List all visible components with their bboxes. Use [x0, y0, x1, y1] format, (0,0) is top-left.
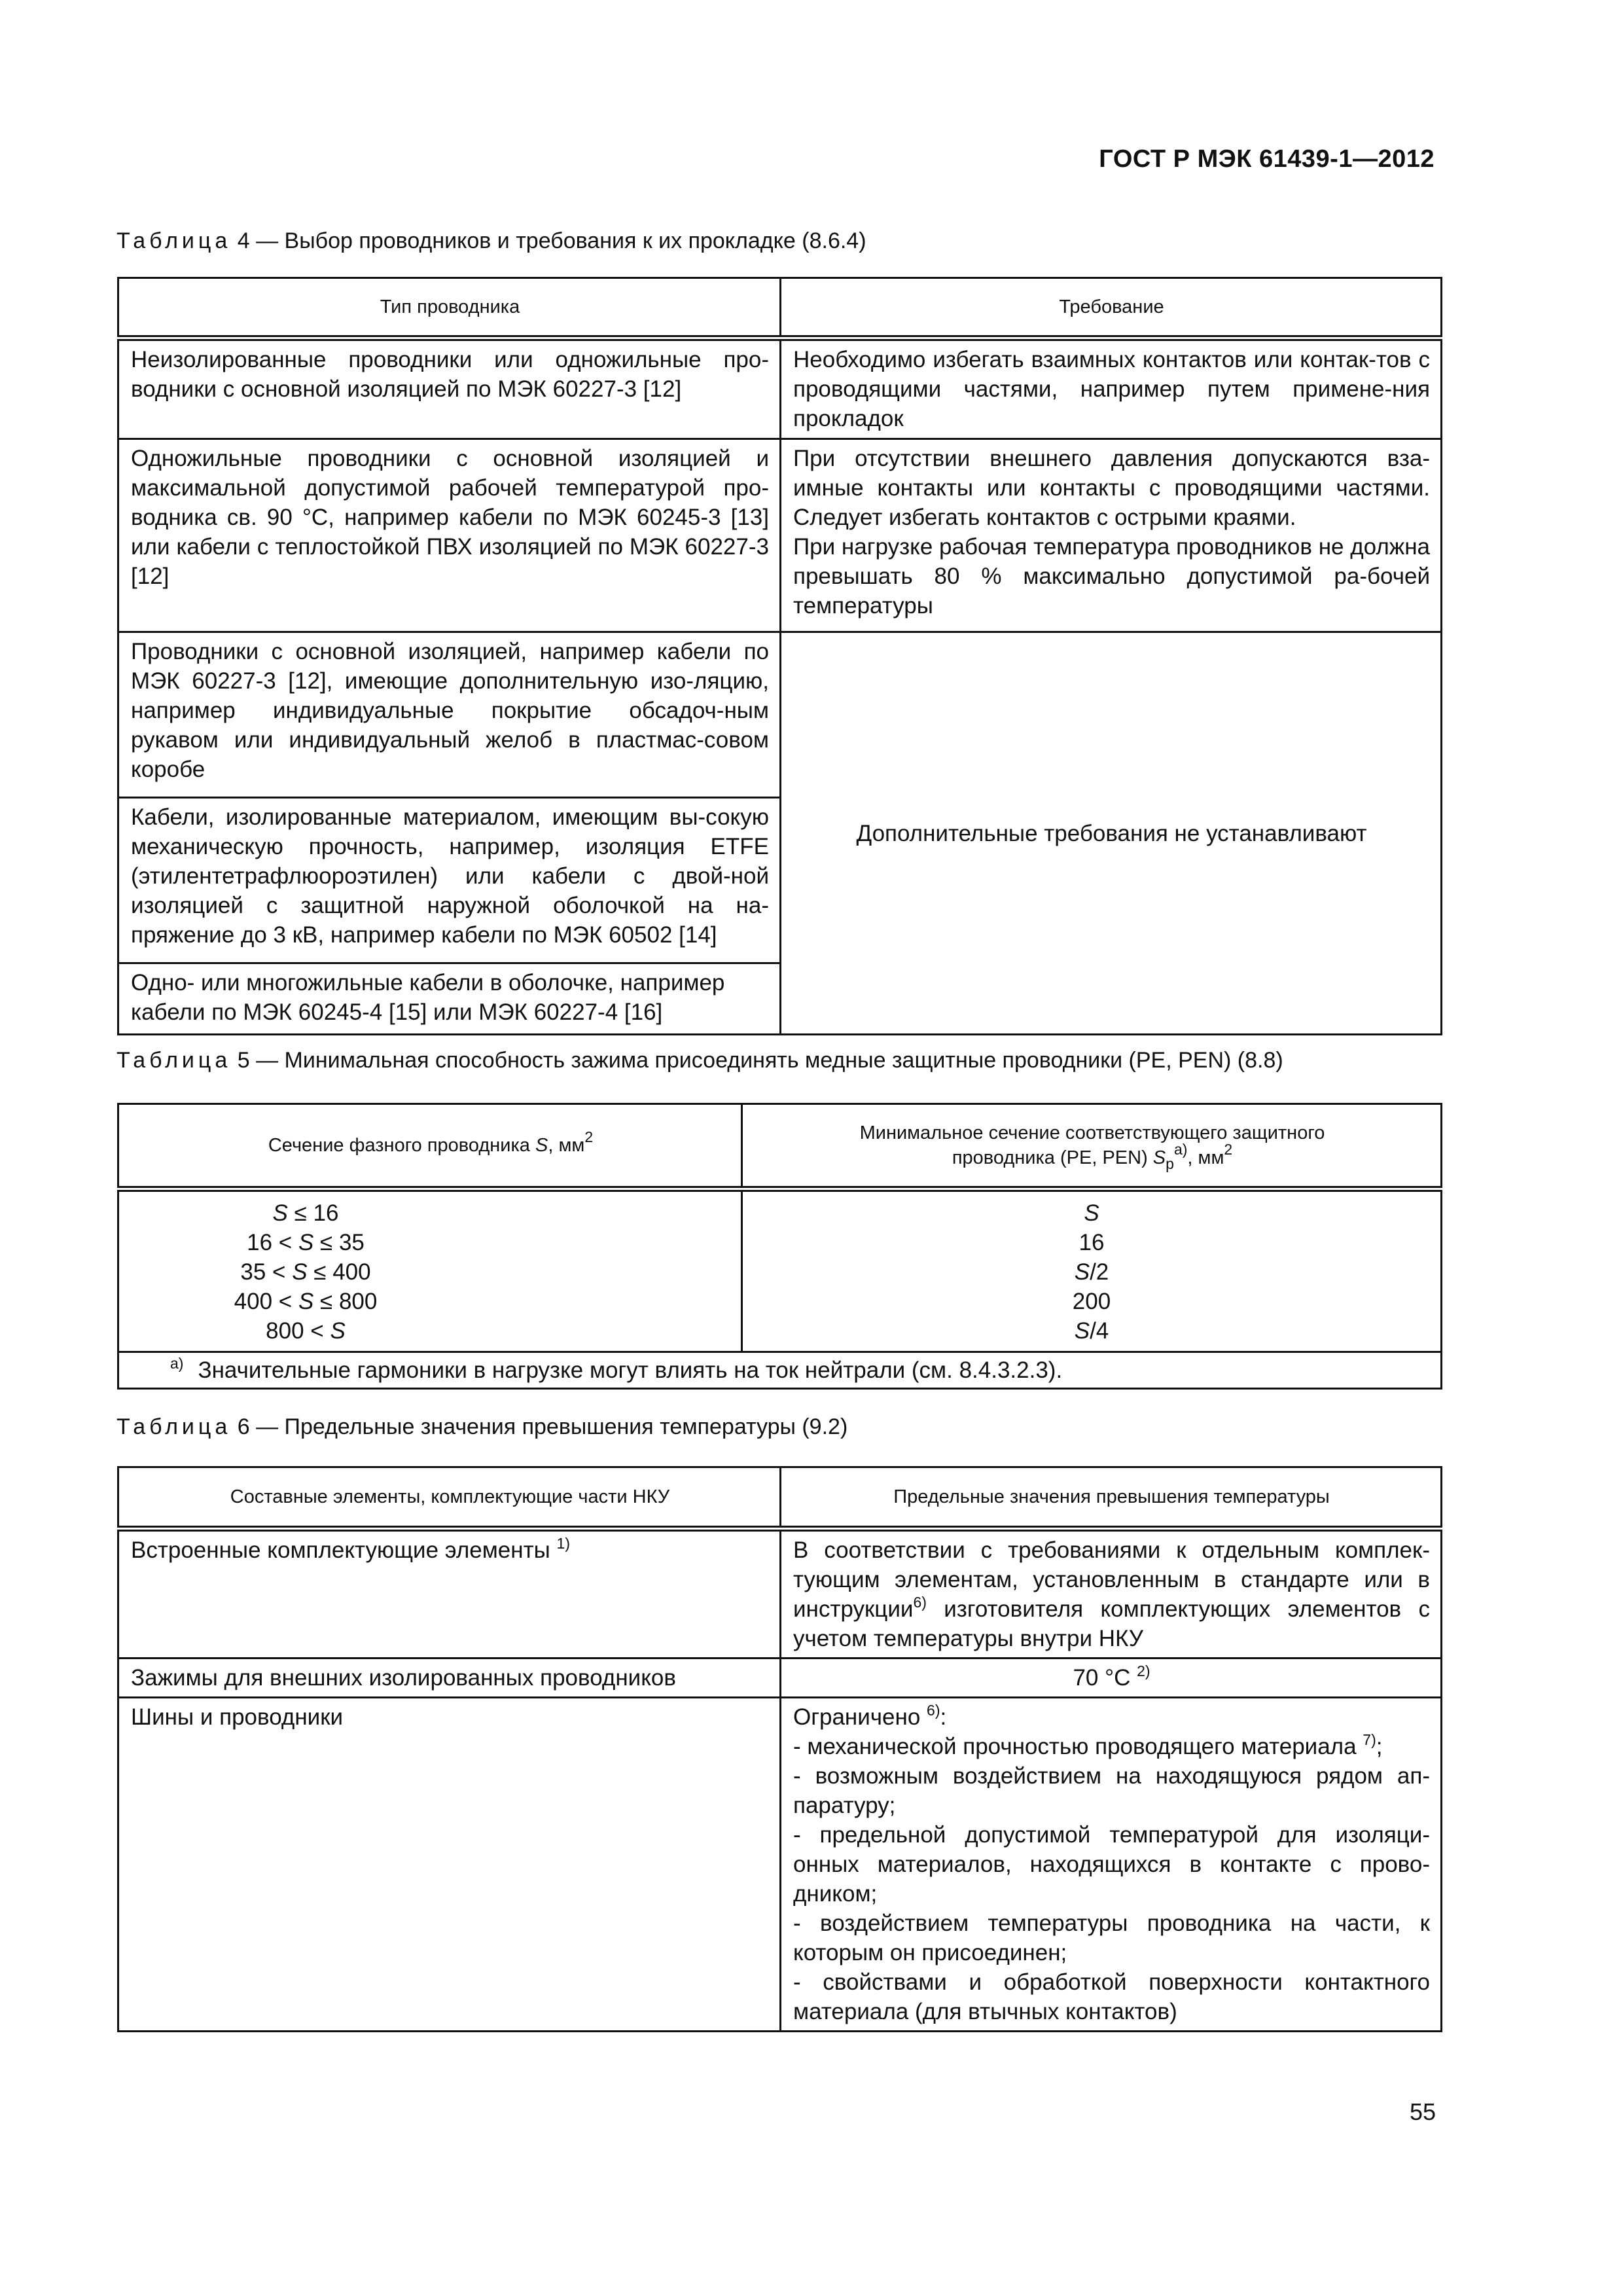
table-row	[118, 1659, 1442, 1698]
table4-cell-type: Неизолированные проводники или одножильные про-водники с основной изоляцией по МЭК 60227-3 [12]	[118, 338, 781, 439]
table5-value-item: S/2	[1074, 1259, 1109, 1285]
table6-caption-text: 6 — Предельные значения превышения температуры (9.2)	[231, 1414, 848, 1439]
table5-caption	[116, 1046, 1283, 1075]
table6-limit-item: - предельной допустимой температурой для изоляци-онных материалов, находящихся в контакте с прово-дником;	[793, 1822, 1430, 1907]
intro-text: Ограничено	[793, 1704, 921, 1730]
table5-value-item: 200	[1072, 1289, 1111, 1314]
table4-merged-requirement: Дополнительные требования не устанавливают	[781, 632, 1442, 1035]
table5-footnote	[118, 1352, 1442, 1389]
document-header: ГОСТ Р МЭК 61439-1—2012	[1099, 145, 1435, 173]
table6-limit-item	[793, 1732, 1430, 1761]
table6-limit-item: - воздействием температуры проводника на части, к которым он присоединен;	[793, 1910, 1430, 1965]
item-tail: ;	[1376, 1734, 1383, 1759]
table6-limit-text: изготовителя комплектующих элементов с учетом температуры внутри НКУ	[793, 1596, 1430, 1651]
table5	[117, 1103, 1442, 1390]
footnote-ref: 6)	[913, 1594, 927, 1611]
item-text: - механической прочностью проводящего материала	[793, 1734, 1357, 1759]
table6-caption-prefix: Таблица	[116, 1414, 232, 1439]
table-row	[118, 632, 1442, 798]
table6-caption	[116, 1412, 847, 1441]
table5-value-item: 16	[1079, 1230, 1105, 1255]
footnote-ref: 2)	[1137, 1662, 1150, 1679]
table-row	[118, 439, 1442, 632]
table5-range-item: 800 < S	[266, 1318, 346, 1344]
table6-limit-text: В соответствии с требованиями к отдельным комплек-тующим элементам, установленным в стандарте или в инструкции	[793, 1537, 1430, 1622]
table5-value-item: S/4	[1074, 1318, 1109, 1344]
table-row	[118, 1698, 1442, 2032]
table4-caption-text: 4 — Выбор проводников и требования к их прокладке (8.6.4)	[231, 228, 866, 253]
table6-cell-limit	[781, 1659, 1442, 1698]
table5-header-phase-section-label: Сечение фазного проводника S, $мм^2$	[268, 1128, 594, 1156]
table4-cell-type: Проводники с основной изоляцией, например кабели по МЭК 60227-3 [12], имеющие дополнительную изо-ляцию, например индивидуальные покрытие обсадоч-ным рукавом или индивидуальный желоб в пластмас-совом коробе	[118, 632, 781, 798]
footnote-ref: 7)	[1363, 1731, 1376, 1748]
table4-caption	[116, 226, 866, 255]
table5-header-phase-section	[118, 1104, 742, 1189]
table5-header-line1: Минимальное сечение соответствующего защитного	[859, 1122, 1325, 1143]
table5-caption-prefix: Таблица	[116, 1048, 232, 1073]
table4-cell-requirement: При отсутствии внешнего давления допускаются вза-имные контакты или контакты с проводящими частями. Следует избегать контактов с острыми краями. При нагрузке рабочая температура проводников не должна превышать 80 % максимально допустимой ра-бочей температуры	[781, 439, 1442, 632]
table-row	[118, 1529, 1442, 1659]
table-row	[118, 1189, 1442, 1352]
table6-cell-element: Шины и проводники	[118, 1698, 781, 2032]
table5-range-item: 16 < S ≤ 35	[247, 1230, 365, 1255]
table6-limit-items	[793, 1761, 1430, 2026]
table6-cell-limit	[781, 1698, 1442, 2032]
table6-cell-limit	[781, 1529, 1442, 1659]
table6-cell-element	[118, 1529, 781, 1659]
table5-range-item: 400 < S ≤ 800	[234, 1289, 378, 1314]
footnote-ref: 1)	[556, 1535, 570, 1552]
table5-caption-text: 5 — Минимальная способность зажима присоединять медные защитные проводники (PE, PEN) (8.8)	[231, 1048, 1283, 1073]
page-number: 55	[1409, 2098, 1436, 2125]
table5-footnote-row	[118, 1352, 1442, 1389]
table6-header-limits: Предельные значения превышения температуры	[781, 1467, 1442, 1529]
table4-header-requirement: Требование	[781, 278, 1442, 338]
table6-cell-element: Зажимы для внешних изолированных проводников	[118, 1659, 781, 1698]
table5-ranges	[118, 1189, 742, 1352]
table5-value-item: S	[1084, 1200, 1099, 1226]
table4-header-conductor-type: Тип проводника	[118, 278, 781, 338]
table4-cell-type: Одножильные проводники с основной изоляцией и максимальной допустимой рабочей температурой про-водника св. 90 °С, например кабели по МЭК 60245-3 [13] или кабели с теплостойкой ПВХ изоляцией по МЭК 60227-3 [12]	[118, 439, 781, 632]
footnote-mark: a)	[170, 1355, 184, 1372]
table5-range-item: 35 < S ≤ 400	[240, 1259, 371, 1285]
table4-caption-prefix: Таблица	[116, 228, 232, 253]
table6-limit-text: 70 °С	[1073, 1665, 1131, 1691]
table5-header-line2: проводника (PE, PEN) $S_p^{a)}$, $мм^2$	[952, 1141, 1233, 1172]
table5-range-item: S ≤ 16	[272, 1200, 339, 1226]
table4-cell-requirement: Необходимо избегать взаимных контактов или контак-тов с проводящими частями, например путем примене-ния прокладок	[781, 338, 1442, 439]
table4-cell-type: Кабели, изолированные материалом, имеющим вы-сокую механическую прочность, например, изоляция ETFE (этилентетрафлюороэтилен) или кабели с двой-ной изоляцией с защитной наружной оболочкой на на-пряжение до 3 кВ, например кабели по МЭК 60502 [14]	[118, 798, 781, 963]
table6-header-elements: Составные элементы, комплектующие части НКУ	[118, 1467, 781, 1529]
table6	[117, 1466, 1442, 2032]
table5-footnote-text: Значительные гармоники в нагрузке могут влиять на ток нейтрали (см. 8.4.3.2.3).	[198, 1357, 1063, 1383]
table4	[117, 277, 1442, 1035]
table5-values	[742, 1189, 1442, 1352]
footnote-ref: 6)	[927, 1702, 940, 1719]
table5-header-min-protective-section	[742, 1104, 1442, 1189]
table6-limit-intro	[793, 1702, 1430, 1732]
table4-cell-type: Одно- или многожильные кабели в оболочке, например кабели по МЭК 60245-4 [15] или МЭК 60227-4 [16]	[118, 963, 781, 1035]
table6-limit-item: - свойствами и обработкой поверхности контактного материала (для втычных контактов)	[793, 1969, 1430, 2024]
intro-tail: :	[940, 1704, 947, 1730]
table6-element-text: Встроенные комплектующие элементы	[131, 1537, 550, 1563]
table-row	[118, 338, 1442, 439]
table6-limit-item: - возможным воздействием на находящуюся рядом ап-паратуру;	[793, 1763, 1430, 1818]
